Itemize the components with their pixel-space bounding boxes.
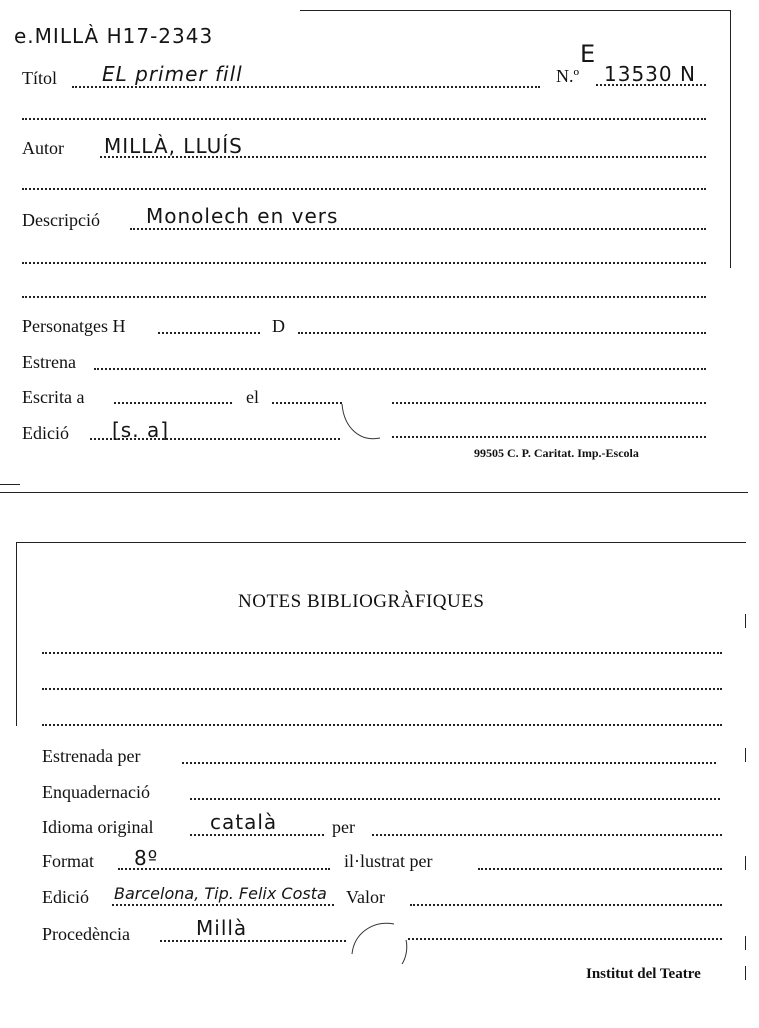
estrena-label: Estrena xyxy=(22,352,76,372)
estrenada-label: Estrenada per xyxy=(42,746,141,766)
enquadernacio-line xyxy=(190,798,720,800)
procedencia-line-2 xyxy=(408,938,722,940)
printer-note: 99505 C. P. Caritat. Imp.-Escola xyxy=(474,446,639,460)
escrita-label: Escrita a xyxy=(22,387,85,407)
el-label: el xyxy=(246,387,259,407)
per-label: per xyxy=(332,817,355,837)
per-line xyxy=(372,834,722,836)
card1-top-border xyxy=(300,10,730,11)
edicio2-line xyxy=(112,904,334,906)
personatges-d-line xyxy=(298,332,706,334)
valor-line xyxy=(410,904,722,906)
descripcio-label: Descripció xyxy=(22,210,100,230)
number-prefix: E xyxy=(580,40,597,68)
procedencia-value: Millà xyxy=(196,916,248,940)
autor-label: Autor xyxy=(22,138,64,158)
card2-top-border xyxy=(16,542,746,543)
escrita-line xyxy=(114,402,232,404)
procedencia-label: Procedència xyxy=(42,924,130,944)
titol-line xyxy=(72,86,540,88)
titol-value: EL primer fill xyxy=(102,62,243,86)
edicio-value: [s. a] xyxy=(112,418,169,442)
estrena-line xyxy=(94,368,706,370)
notes-line-2 xyxy=(42,688,722,690)
edge-mark-2 xyxy=(745,748,746,762)
descripcio-value: Monolech en vers xyxy=(146,204,339,228)
idioma-label: Idioma original xyxy=(42,817,154,837)
valor-label: Valor xyxy=(346,887,385,907)
titol-line-2 xyxy=(22,118,706,120)
edicio-label: Edició xyxy=(22,423,69,443)
personatges-label: Personatges H xyxy=(22,316,126,336)
illustrat-label: il·lustrat per xyxy=(344,851,433,871)
edge-mark-1 xyxy=(745,614,746,628)
descripcio-line-2 xyxy=(22,262,706,264)
edge-mark-5 xyxy=(745,966,746,980)
edge-mark-3 xyxy=(745,856,746,870)
edge-mark-4 xyxy=(745,936,746,950)
enquadernacio-label: Enquadernació xyxy=(42,782,150,802)
card1-right-border xyxy=(730,10,731,268)
format-label: Format xyxy=(42,851,94,871)
edicio2-label: Edició xyxy=(42,887,89,907)
notes-line-3 xyxy=(42,724,722,726)
estrenada-line xyxy=(182,762,716,764)
corner-note: e.MILLÀ H17-2343 xyxy=(14,24,214,48)
institution-label: Institut del Teatre xyxy=(586,966,701,982)
idioma-value: català xyxy=(210,810,278,834)
el-line-2 xyxy=(392,402,706,404)
autor-line-2 xyxy=(22,188,706,190)
titol-label: Títol xyxy=(22,68,57,88)
el-line xyxy=(272,402,342,404)
card1-bottom-border xyxy=(0,492,748,493)
punch-hole-2 xyxy=(346,914,416,976)
descripcio-line-3 xyxy=(22,296,706,298)
format-value: 8º xyxy=(134,846,159,870)
card1-cut-mark xyxy=(0,484,20,485)
number-value: 13530 N xyxy=(604,62,696,86)
notes-line-1 xyxy=(42,652,722,654)
card2-left-border xyxy=(16,542,17,726)
edicio-line-2 xyxy=(392,436,706,438)
number-label: N.º xyxy=(556,66,580,86)
edicio2-value: Barcelona, Tip. Felix Costa xyxy=(114,884,327,903)
punch-hole-1 xyxy=(336,396,396,450)
illustrat-line xyxy=(478,868,722,870)
personatges-h-line xyxy=(158,332,260,334)
autor-value: MILLÀ, LLUÍS xyxy=(104,134,243,158)
descripcio-line xyxy=(130,228,706,230)
notes-heading: NOTES BIBLIOGRÀFIQUES xyxy=(238,591,485,612)
idioma-line xyxy=(190,834,324,836)
personatges-d-label: D xyxy=(272,316,285,336)
procedencia-line xyxy=(160,940,346,942)
